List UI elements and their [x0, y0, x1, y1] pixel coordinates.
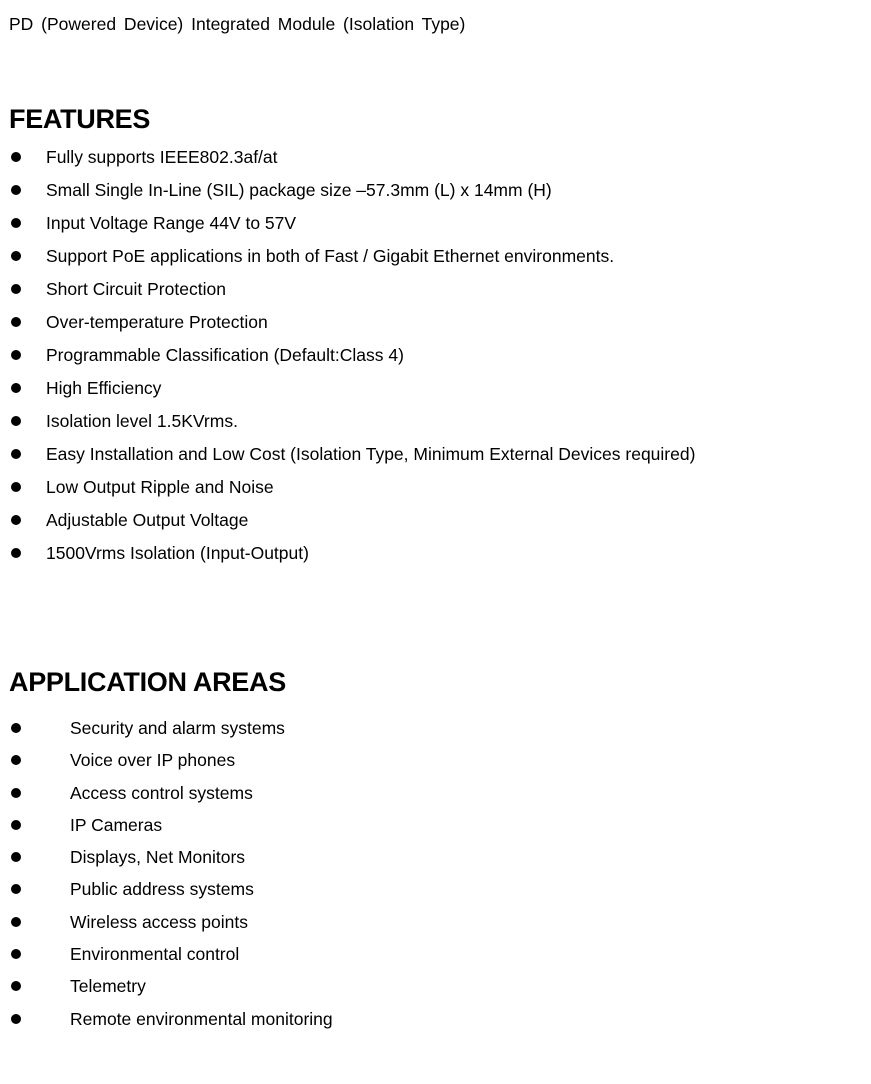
bullet-icon — [11, 284, 21, 294]
feature-text: Input Voltage Range 44V to 57V — [46, 213, 297, 233]
feature-text: Small Single In-Line (SIL) package size –57.3mm (L) x 14mm (H) — [46, 180, 552, 200]
bullet-icon — [11, 449, 21, 459]
bullet-icon — [11, 884, 21, 894]
feature-text: Over-temperature Protection — [46, 312, 268, 332]
application-text: Voice over IP phones — [70, 750, 236, 771]
feature-text: Low Output Ripple and Noise — [46, 477, 274, 497]
bullet-icon — [11, 350, 21, 360]
bullet-icon — [11, 482, 21, 492]
application-text: Security and alarm systems — [70, 718, 285, 738]
bullet-icon — [11, 152, 21, 162]
application-text: Environmental control — [70, 944, 240, 965]
bullet-icon — [11, 515, 21, 525]
bullet-icon — [11, 981, 21, 991]
feature-text: Adjustable Output Voltage — [46, 510, 249, 530]
application-text: Wireless access points — [70, 911, 248, 932]
feature-text: Isolation level 1.5KVrms. — [46, 411, 238, 431]
bullet-icon — [11, 788, 21, 798]
bullet-icon — [11, 949, 21, 959]
features-heading: FEATURES — [9, 104, 151, 134]
application-text: Public address systems — [70, 879, 254, 900]
bullet-icon — [11, 820, 21, 830]
application-text: Displays, Net Monitors — [70, 847, 246, 868]
feature-text: Programmable Classification (Default:Class 4) — [46, 345, 404, 365]
application-text: Remote environmental monitoring — [70, 1008, 333, 1029]
feature-text: Support PoE applications in both of Fast / Gigabit Ethernet environments. — [46, 246, 615, 266]
feature-text: Fully supports IEEE802.3af/at — [46, 147, 278, 167]
document-subtitle: PD (Powered Device) Integrated Module (Isolation Type) — [9, 14, 466, 34]
bullet-icon — [11, 723, 21, 733]
bullet-icon — [11, 383, 21, 393]
bullet-icon — [11, 251, 21, 261]
application-text: Access control systems — [70, 782, 253, 803]
feature-text: Short Circuit Protection — [46, 279, 226, 299]
bullet-icon — [11, 185, 21, 195]
application-text: IP Cameras — [70, 814, 163, 835]
bullet-icon — [11, 755, 21, 765]
feature-text: 1500Vrms Isolation (Input-Output) — [46, 543, 309, 563]
bullet-icon — [11, 1014, 21, 1024]
application-areas-heading: APPLICATION AREAS — [9, 667, 286, 697]
feature-text: Easy Installation and Low Cost (Isolation Type, Minimum External Devices required) — [46, 444, 696, 464]
bullet-icon — [11, 317, 21, 327]
bullet-icon — [11, 852, 21, 862]
bullet-icon — [11, 917, 21, 927]
bullet-icon — [11, 548, 21, 558]
application-text: Telemetry — [70, 976, 146, 997]
feature-text: High Efficiency — [46, 378, 162, 398]
bullet-icon — [11, 218, 21, 228]
bullet-icon — [11, 416, 21, 426]
